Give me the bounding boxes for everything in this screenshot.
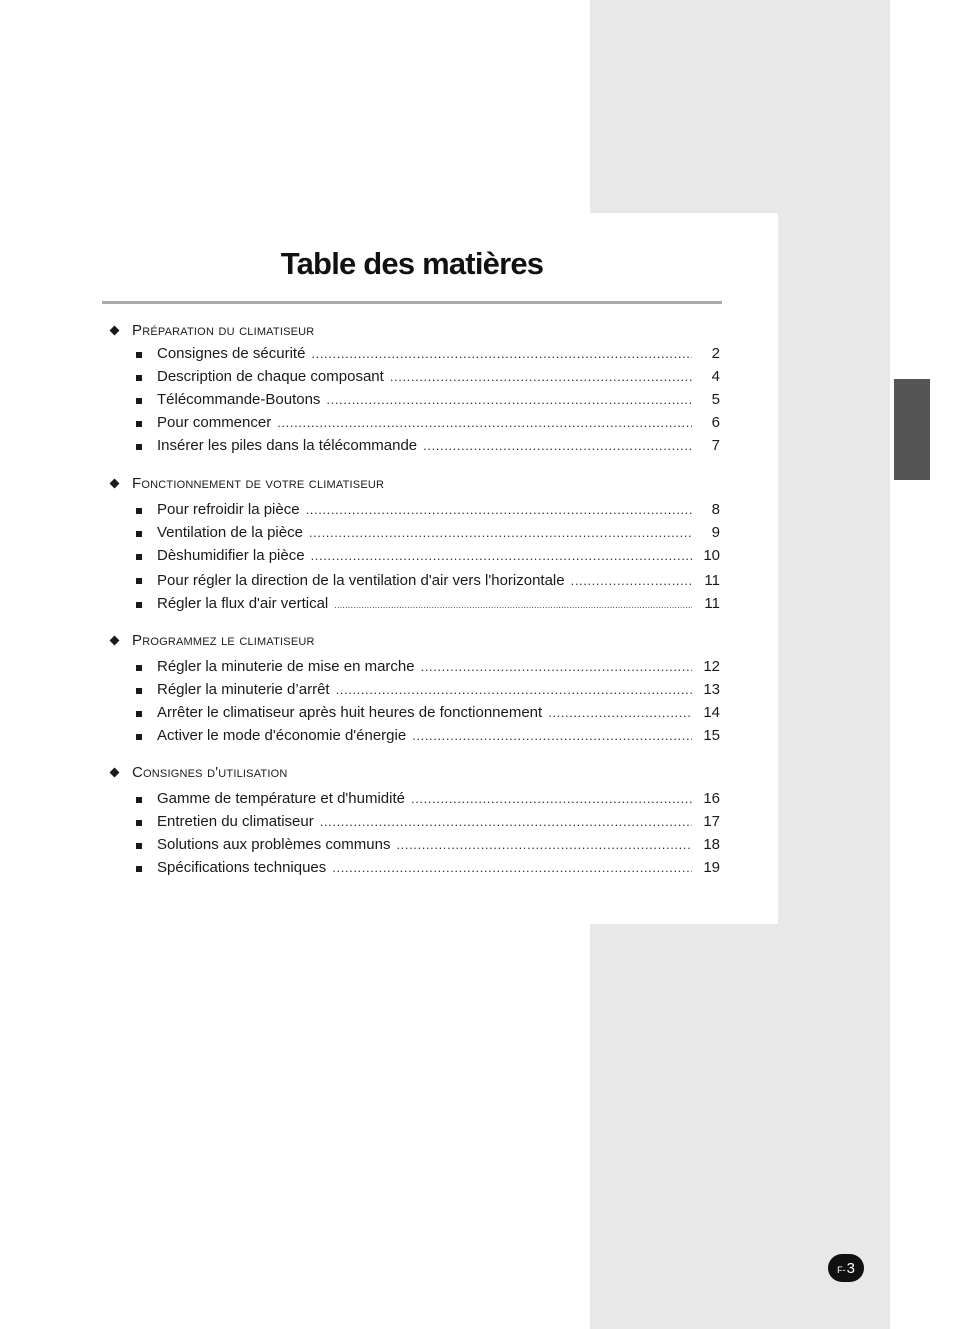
square-bullet-icon xyxy=(136,734,142,740)
toc-entry[interactable]: Gamme de température et d'humidité ..... 16 xyxy=(0,790,778,813)
square-bullet-icon xyxy=(136,352,142,358)
dot-leader xyxy=(277,415,692,430)
square-bullet-icon xyxy=(136,665,142,671)
toc-entry[interactable]: Pour régler la direction de la ventilation d'air vers l'horizontale ..... 11 xyxy=(0,570,778,595)
toc-page-number: 4 xyxy=(711,368,720,385)
toc-page-number: 13 xyxy=(703,681,720,698)
square-bullet-icon xyxy=(136,508,142,514)
page-title: Table des matières xyxy=(280,246,544,281)
square-bullet-icon xyxy=(136,421,142,427)
page-number-value: 3 xyxy=(846,1259,855,1277)
diamond-bullet-icon xyxy=(110,326,120,336)
toc-page-number: 7 xyxy=(711,437,720,454)
toc-page-number: 15 xyxy=(703,727,720,744)
dot-leader xyxy=(326,392,692,407)
toc-page-number: 8 xyxy=(711,501,720,518)
toc-entry[interactable]: Pour commencer ..... 6 xyxy=(0,414,778,437)
dot-leader xyxy=(309,525,692,540)
title-divider xyxy=(102,301,722,304)
toc-page-number: 17 xyxy=(703,813,720,830)
toc-section-fonctionnement xyxy=(0,475,778,618)
dot-leader xyxy=(390,369,692,384)
square-bullet-icon xyxy=(136,797,142,803)
toc-entry[interactable]: Solutions aux problèmes communs ..... 18 xyxy=(0,836,778,859)
square-bullet-icon xyxy=(136,688,142,694)
toc-page-number: 18 xyxy=(703,836,720,853)
dot-leader xyxy=(320,814,692,829)
toc-page-number: 9 xyxy=(711,524,720,541)
square-bullet-icon xyxy=(136,531,142,537)
dot-leader xyxy=(423,438,692,453)
square-bullet-icon xyxy=(136,602,142,608)
toc-entry[interactable]: Pour refroidir la pièce ..... 8 xyxy=(0,501,778,524)
diamond-bullet-icon xyxy=(110,479,120,489)
square-bullet-icon xyxy=(136,375,142,381)
toc-entry[interactable]: Dèshumidifier la pièce ..... 10 xyxy=(0,547,778,570)
square-bullet-icon xyxy=(136,444,142,450)
dot-leader xyxy=(412,728,692,743)
toc-entry[interactable]: Description de chaque composant ..... 4 xyxy=(0,368,778,391)
toc-entry[interactable]: Télécommande-Boutons ..... 5 xyxy=(0,391,778,414)
toc-entry[interactable]: Régler la minuterie de mise en marche ..... 12 xyxy=(0,658,778,681)
toc-entry[interactable]: Consignes de sécurité ..... 2 xyxy=(0,345,778,368)
toc-page-number: 11 xyxy=(704,595,720,612)
square-bullet-icon xyxy=(136,398,142,404)
toc-page-number: 2 xyxy=(711,345,720,362)
diamond-bullet-icon xyxy=(110,768,120,778)
square-bullet-icon xyxy=(136,843,142,849)
page-number-badge xyxy=(828,1254,864,1282)
toc-page-number: 5 xyxy=(711,391,720,408)
toc-page-number: 11 xyxy=(704,572,720,589)
toc-entry[interactable]: Entretien du climatiseur ..... 17 xyxy=(0,813,778,836)
toc-entry[interactable]: Insérer les piles dans la télécommande ..... 7 xyxy=(0,437,778,460)
toc-entry[interactable]: Régler la minuterie d’arrêt ..... 13 xyxy=(0,681,778,704)
dot-leader xyxy=(306,502,692,517)
page-prefix: F- xyxy=(837,1264,846,1275)
square-bullet-icon xyxy=(136,578,142,584)
toc-entry[interactable]: Ventilation de la pièce ..... 9 xyxy=(0,524,778,547)
dot-leader xyxy=(421,659,692,674)
square-bullet-icon xyxy=(136,820,142,826)
dot-leader xyxy=(334,600,692,610)
chapter-tab xyxy=(894,379,930,480)
section-heading: Consignes d'utilisation xyxy=(0,764,778,784)
toc-entry[interactable]: Régler la flux d'air vertical ..... 11 xyxy=(0,595,778,618)
toc-section-preparation xyxy=(0,322,778,460)
dot-leader xyxy=(332,860,692,875)
toc-section-programmez xyxy=(0,632,778,750)
dot-leader xyxy=(548,705,692,720)
dot-leader xyxy=(571,573,692,588)
square-bullet-icon xyxy=(136,711,142,717)
toc-section-consignes xyxy=(0,764,778,882)
square-bullet-icon xyxy=(136,554,142,560)
toc-entry[interactable]: Arrêter le climatiseur après huit heures de fonctionnement ..... 14 xyxy=(0,704,778,727)
diamond-bullet-icon xyxy=(110,636,120,646)
toc-page-number: 6 xyxy=(711,414,720,431)
section-heading: Fonctionnement de votre climatiseur xyxy=(0,475,778,495)
section-heading: Préparation du climatiseur xyxy=(0,322,778,342)
toc-page-number: 14 xyxy=(703,704,720,721)
section-heading: Programmez le climatiseur xyxy=(0,632,778,652)
dot-leader xyxy=(336,682,692,697)
toc-entry[interactable]: Spécifications techniques ..... 19 xyxy=(0,859,778,882)
toc-page-number: 16 xyxy=(703,790,720,807)
dot-leader xyxy=(396,837,692,852)
toc-page-number: 19 xyxy=(703,859,720,876)
dot-leader xyxy=(411,791,692,806)
toc-page-number: 12 xyxy=(703,658,720,675)
dot-leader xyxy=(311,346,692,361)
toc-entry[interactable]: Activer le mode d'économie d'énergie ..... 15 xyxy=(0,727,778,750)
toc-page-number: 10 xyxy=(703,547,720,564)
dot-leader xyxy=(311,548,692,563)
square-bullet-icon xyxy=(136,866,142,872)
